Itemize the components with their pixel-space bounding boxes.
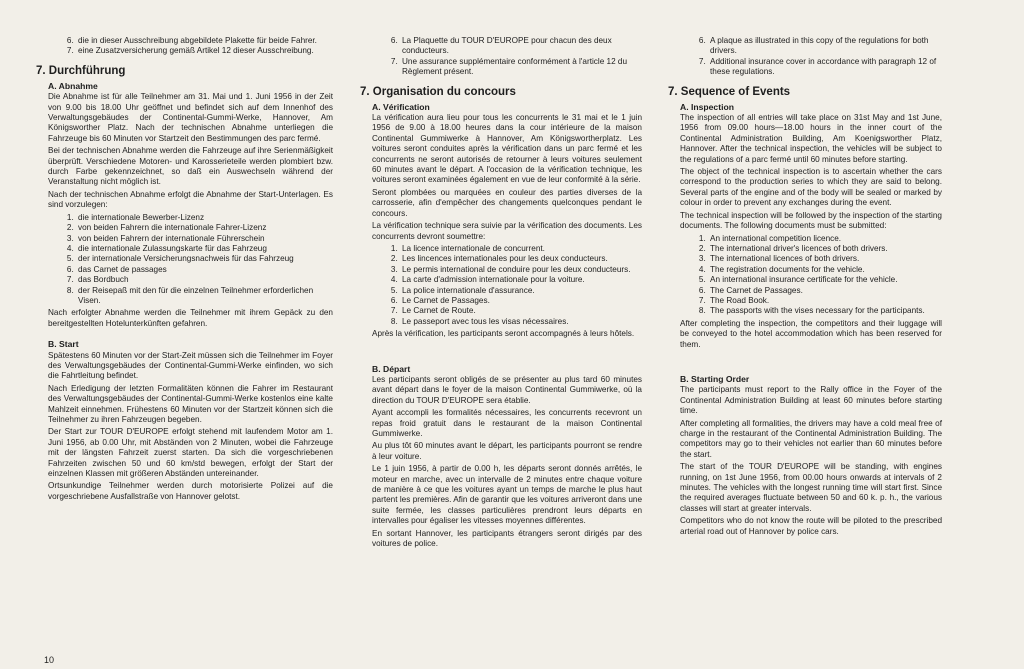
list-item: 1. An international competition licence.	[708, 234, 942, 244]
list-item: 6. The Carnet de Passages.	[708, 286, 942, 296]
paragraph: Ayant accompli les formalités nécessaires, les concurrents recevront un repas froid gratuit dans le restaurant de la maison Continental Gummiwerke.	[372, 408, 642, 438]
de-top-list	[48, 36, 333, 57]
list-item: 3. Le permis international de conduire pour les deux conducteurs.	[400, 265, 642, 275]
list-item: 3. von beiden Fahrern der internationale Führerschein	[76, 234, 333, 244]
paragraph: Seront plombées ou marquées en couleur des parties diverses de la carrosserie, afin d'empêcher des changements quelconques pendant le concours.	[372, 187, 642, 218]
paragraph: After completing all formalities, the drivers may have a cold meal free of charge in the restaurant of the Continental Administration Building. The competitors may go to their vehicles not earlier than 60 minutes before the start.	[680, 418, 942, 459]
paragraph: Après la vérification, les participants seront accompagnés à leurs hôtels.	[372, 329, 635, 339]
paragraph: Competitors who do not know the route will be piloted to the prescribed arterial road out of Hannover by police cars.	[680, 516, 942, 536]
paragraph: The object of the technical inspection is to ascertain whether the cars correspond to the production series to which they are said to belong. Several parts of the engine and of the body will be sealed or marked by colour in order to prevent any exchanges during the event.	[680, 167, 942, 208]
paragraph: Les participants seront obligés de se présenter au plus tard 60 minutes avant départ dans le foyer de la maison Continental Gummiwerke, où la direction du TOUR D'EUROPE sera établie.	[372, 374, 642, 405]
list-item: 3. The international licences of both drivers.	[708, 254, 942, 264]
paragraph: Nach erfolgter Abnahme werden die Teilnehmer mit ihrem Gepäck zu den bereitgestellten Hotelunterkünften gefahren.	[48, 308, 333, 328]
en-top-list	[680, 36, 942, 78]
fr-section-heading: 7. Organisation du concours	[360, 85, 516, 98]
paragraph: Der Start zur TOUR D'EUROPE erfolgt stehend mit laufendem Motor am 1. Juni 1956, ab 0.00 Uhr, mit Abständen von 2 Minuten, wobei die Fahrzeuge mit der längsten Fahrzeit zuerst starten. Da sich die vorgeschriebenen Fahrzeiten zwischen 50 und 60 km/std bewegen, erfolgt der Start der einzelnen Klassen mit größeren Abständen untereinander.	[48, 427, 333, 479]
list-item: 8. The passports with the vises necessary for the participants.	[708, 306, 942, 316]
de-document-list	[48, 213, 333, 307]
list-item: 7. The Road Book.	[708, 296, 942, 306]
list-item: 7. Le Carnet de Route.	[400, 306, 642, 316]
list-item: 6. die in dieser Ausschreibung abgebildete Plakette für beide Fahrer.	[76, 36, 333, 46]
list-item: 8. Le passeport avec tous les visas nécessaires.	[400, 317, 642, 327]
list-item: 7. das Bordbuch	[76, 275, 333, 285]
paragraph: Ortsunkundige Teilnehmer werden durch motorisierte Polizei auf die vorgeschriebene Ausfallstraße von Hannover gelotst.	[48, 481, 333, 501]
list-item: 8. der Reisepaß mit den für die einzelnen Teilnehmer erforderlichen Visen.	[76, 286, 333, 307]
list-item: 2. The international driver's licences of both drivers.	[708, 244, 942, 254]
list-item: 5. An international insurance certificate for the vehicle.	[708, 275, 942, 285]
paragraph: The start of the TOUR D'EUROPE will be standing, with engines running, on 1st June 1956, from 00.00 hours onwards at intervals of 2 minutes. The vehicles with the longest running time will start first. Since the required averages fluctuate between 50 and 60 k. p. h., the various classes will start at greater intervals.	[680, 462, 942, 513]
page-number: 10	[44, 655, 55, 665]
paragraph: Spätestens 60 Minuten vor der Start-Zeit müssen sich die Teilnehmer im Foyer des Verwaltungsgebäudes der Continental-Gummi-Werke einfinden, wo sich die Fahrtleitung befindet.	[48, 350, 333, 381]
fr-top-list	[372, 36, 642, 78]
list-item: 5. La police internationale d'assurance.	[400, 286, 642, 296]
list-item: 4. La carte d'admission internationale pour la voiture.	[400, 275, 642, 285]
english-column	[668, 36, 942, 539]
paragraph: La vérification technique sera suivie par la vérification des documents. Les concurrents devront soumettre:	[372, 221, 642, 241]
paragraph: Die Abnahme ist für alle Teilnehmer am 31. Mai und 1. Juni 1956 in der Zeit von 9.00 bis 18.00 Uhr geöffnet und befindet sich auf dem Innenhof des Verwaltungsgebäudes der Continental-Gummi-Werke, Hannover, Am Königsworther Platz. Nach der technischen Abnahme unterliegen die Fahrzeuge bis 60 Minuten vor Startzeit den Bestimmungen des parc fermé.	[48, 92, 333, 143]
spacer	[48, 331, 333, 339]
list-item: 5. der internationale Versicherungsnachweis für das Fahrzeug	[76, 254, 333, 264]
spacer	[372, 342, 642, 364]
de-subheading-a: A. Abnahme	[48, 80, 98, 91]
paragraph: En sortant Hannover, les participants étrangers seront dirigés par des voitures de police.	[372, 528, 642, 549]
fr-subheading-b: B. Départ	[372, 363, 411, 374]
list-item: 2. Les lincences internationales pour les deux conducteurs.	[400, 254, 642, 264]
french-column	[360, 36, 642, 551]
en-section-heading: 7. Sequence of Events	[668, 85, 791, 98]
paragraph: After completing the inspection, the competitors and their luggage will be conveyed to the hotel accommodation which has been reserved for them.	[680, 318, 942, 349]
list-item: 7. Une assurance supplémentaire conformément à l'article 12 du Règlement présent.	[400, 57, 642, 78]
paragraph: Nach Erledigung der letzten Formalitäten können die Fahrer im Restaurant des Verwaltungsgebäudes der Continental-Gummi-Werke kostenlos eine kalte Mahlzeit einnehmen. Frühestens 60 Minuten vor der Startzeit können sich die Teilnehmer zu ihren Fahrzeugen begeben.	[48, 383, 333, 424]
list-item: 1. La licence internationale de concurrent.	[400, 244, 642, 254]
list-item: 7. Additional insurance cover in accordance with paragraph 12 of these regulations.	[708, 57, 942, 78]
spacer	[680, 352, 942, 374]
de-section-heading: 7. Durchführung	[36, 64, 126, 77]
paragraph: The technical inspection will be followed by the inspection of the starting documents. The following documents must be submitted:	[680, 210, 942, 231]
paragraph: La vérification aura lieu pour tous les concurrents le 31 mai et le 1 juin 1956 de 9.00 à 18.00 heures dans la cour intérieure de la maison Continental Gummiwerke à Hannover, Am Königswortherplatz. Les voitures seront conduites après la vérification dans un parc fermé et les concurrents ne seront autorisés de retourner à leurs voitures seulement 60 minutes avant le départ. A l'occasion de la vérification technique, les voitures seront examinées également en vue de leur conformité à la série.	[372, 113, 642, 185]
paragraph: Nach der technischen Abnahme erfolgt die Abnahme der Start-Unterlagen. Es sind vorzulegen:	[48, 189, 333, 210]
list-item: 1. die internationale Bewerber-Lizenz	[76, 213, 333, 223]
list-item: 6. A plaque as illustrated in this copy of the regulations for both drivers.	[708, 36, 942, 57]
paragraph: Bei der technischen Abnahme werden die Fahrzeuge auf ihre Serienmäßigkeit überprüft. Verschiedene Motoren- und Karosserieteile werden plombiert bzw. durch Farbe gekennzeichnet, so daß ein Auswechseln während der Veranstaltung nicht möglich ist.	[48, 146, 333, 187]
fr-document-list	[372, 244, 642, 327]
list-item: 6. La Plaquette du TOUR D'EUROPE pour chacun des deux conducteurs.	[400, 36, 642, 57]
en-subheading-a: A. Inspection	[680, 101, 734, 112]
list-item: 2. von beiden Fahrern die internationale Fahrer-Lizenz	[76, 223, 333, 233]
paragraph: Le 1 juin 1956, à partir de 0.00 h, les départs seront donnés arrêtés, le moteur en marche, avec un intervalle de 2 minutes entre chaque voiture de manière à ce que les voitures ayant un temps de marche le plus haut partent les premières. Afin de garantir que les voitures arriveront dans une suite fermée, les classes particulières prendront leurs départs en intervalles pour égaliser les vitesses moyennes différentes.	[372, 464, 642, 526]
german-column	[36, 36, 333, 504]
list-item: 4. The registration documents for the vehicle.	[708, 265, 942, 275]
en-subheading-b: B. Starting Order	[680, 373, 750, 384]
paragraph: The inspection of all entries will take place on 31st May and 1st June, 1956 from 09.00 hours—18.00 hours in the inner court of the Continental Administration Building, Am Koenigsworther Platz, Hannover. After the technical inspection, the vehicles will be subject to the regulations of a parc fermé until 60 minutes before starting.	[680, 113, 942, 164]
paragraph: The participants must report to the Rally office in the Foyer of the Continental Administration Building at least 60 minutes before starting time.	[680, 385, 942, 416]
paragraph: Au plus tôt 60 minutes avant le départ, les participants pourront se rendre à leur voiture.	[372, 441, 642, 461]
list-item: 6. Le Carnet de Passages.	[400, 296, 642, 306]
en-document-list	[680, 234, 942, 317]
de-subheading-b: B. Start	[48, 339, 79, 350]
fr-subheading-a: A. Vérification	[372, 101, 430, 112]
list-item: 4. die internationale Zulassungskarte für das Fahrzeug	[76, 244, 333, 254]
list-item: 7. eine Zusatzversicherung gemäß Artikel 12 dieser Ausschreibung.	[76, 46, 333, 56]
list-item: 6. das Carnet de passages	[76, 265, 333, 275]
